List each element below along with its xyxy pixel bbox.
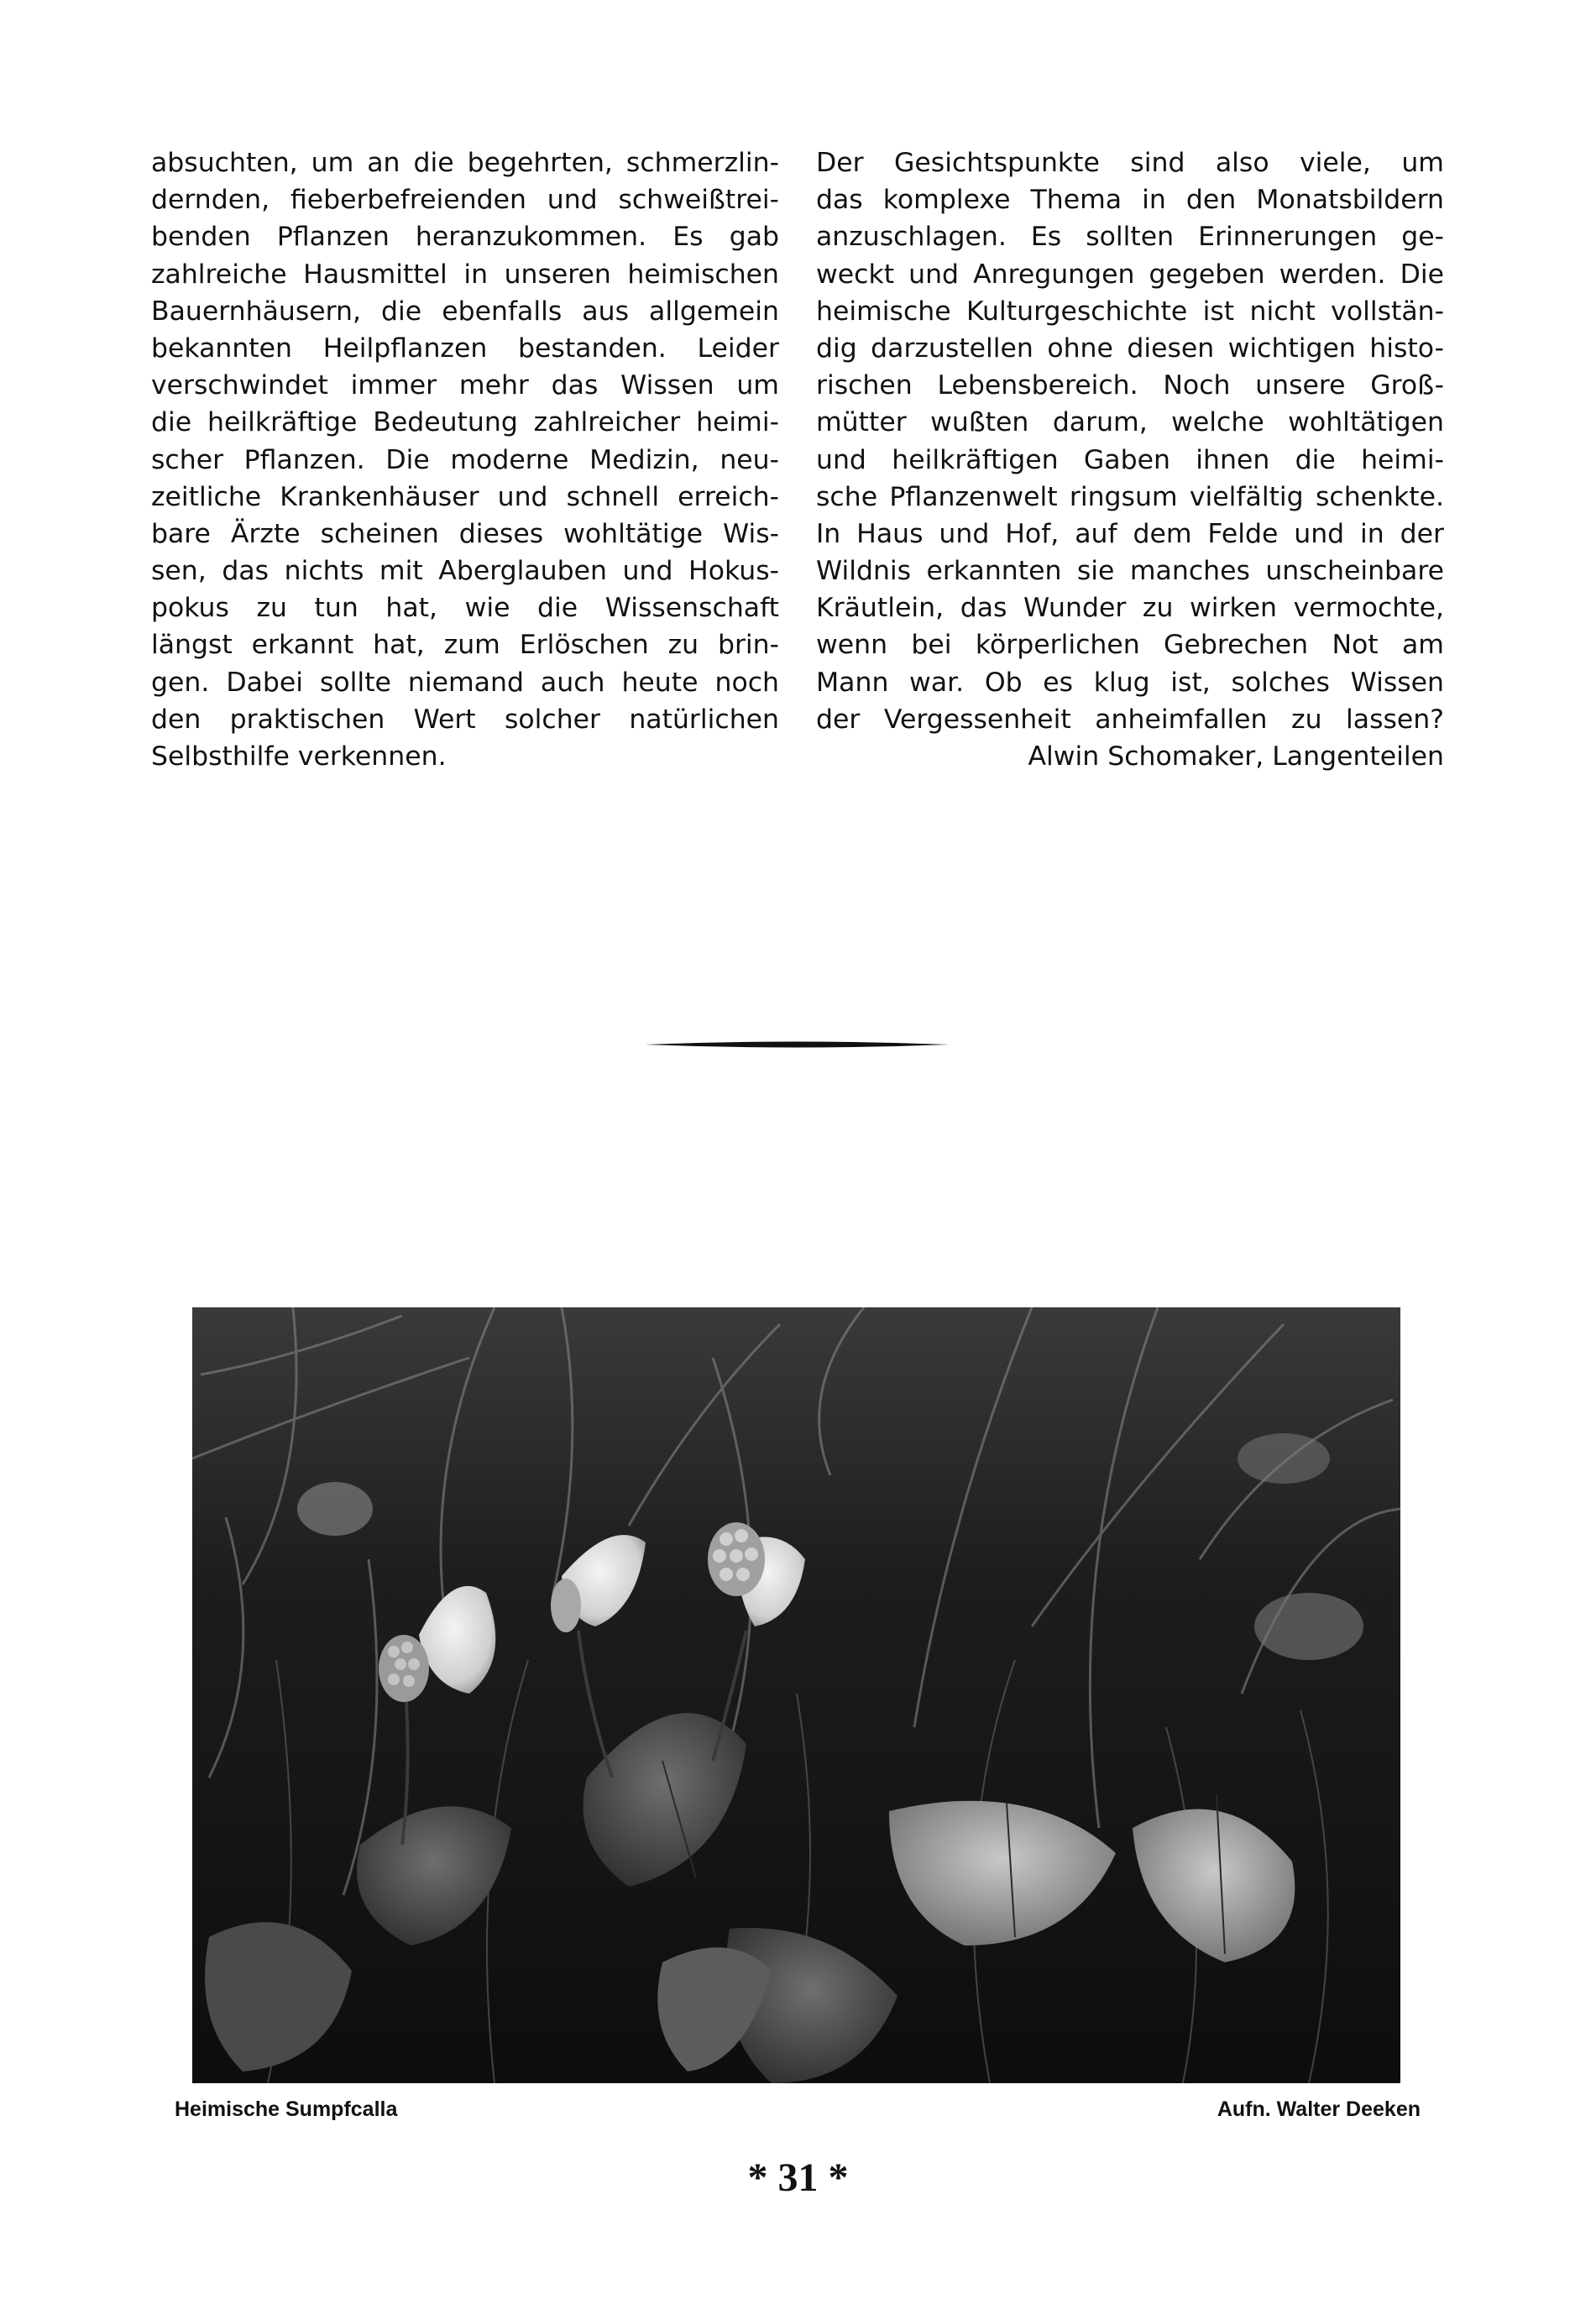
text-line: anzuschlagen. Es sollten Erinnerungen ge- bbox=[816, 222, 1444, 253]
section-divider bbox=[645, 1040, 949, 1049]
text-line: dernden, fieberbefreienden und schweißtrei- bbox=[151, 185, 779, 216]
text-line: weckt und Anregungen gegeben werden. Die bbox=[816, 259, 1444, 290]
text-line: mütter wußten darum, welche wohltätigen bbox=[816, 407, 1444, 438]
article-left-column bbox=[151, 144, 779, 775]
text-line: bekannten Heilpflanzen bestanden. Leider bbox=[151, 333, 779, 364]
photo-credit: Aufn. Walter Deeken bbox=[1217, 2097, 1421, 2121]
text-line: das komplexe Thema in den Monatsbildern bbox=[816, 185, 1444, 216]
text-line: sche Pflanzenwelt ringsum vielfältig schenkte. bbox=[816, 481, 1444, 512]
text-line: den praktischen Wert solcher natürlichen bbox=[151, 704, 779, 735]
text-line: zeitliche Krankenhäuser und schnell erreich- bbox=[151, 481, 779, 512]
text-line: pokus zu tun hat, wie die Wissenschaft bbox=[151, 593, 779, 624]
text-line: verschwindet immer mehr das Wissen um bbox=[151, 370, 779, 401]
article-right-column bbox=[816, 144, 1444, 775]
text-line: Bauernhäusern, die ebenfalls aus allgemein bbox=[151, 296, 779, 327]
text-line: sen, das nichts mit Aberglauben und Hokus- bbox=[151, 556, 779, 587]
text-line: Kräutlein, das Wunder zu wirken vermochte, bbox=[816, 593, 1444, 624]
page-number: * 31 * bbox=[747, 2155, 849, 2200]
article-author: Alwin Schomaker, Langenteilen bbox=[1028, 741, 1444, 772]
text-line: absuchten, um an die begehrten, schmerzlin- bbox=[151, 148, 779, 178]
text-line: der Vergessenheit anheimfallen zu lassen? bbox=[816, 704, 1444, 735]
photo-marsh-calla bbox=[192, 1307, 1400, 2083]
text-line: heimische Kulturgeschichte ist nicht vollstän- bbox=[816, 296, 1444, 327]
photo-caption: Heimische Sumpfcalla bbox=[175, 2097, 398, 2121]
text-line: scher Pflanzen. Die moderne Medizin, neu- bbox=[151, 444, 779, 475]
text-line: Selbsthilfe verkennen. bbox=[151, 741, 447, 772]
text-line: längst erkannt hat, zum Erlöschen zu brin- bbox=[151, 630, 779, 661]
text-line: und heilkräftigen Gaben ihnen die heimi- bbox=[816, 444, 1444, 475]
text-line: die heilkräftige Bedeutung zahlreicher heimi- bbox=[151, 407, 779, 438]
text-line: gen. Dabei sollte niemand auch heute noch bbox=[151, 667, 779, 698]
text-line: bare Ärzte scheinen dieses wohltätige Wis- bbox=[151, 518, 779, 549]
text-line: wenn bei körperlichen Gebrechen Not am bbox=[816, 630, 1444, 661]
text-line: Mann war. Ob es klug ist, solches Wissen bbox=[816, 667, 1444, 698]
text-line: zahlreiche Hausmittel in unseren heimischen bbox=[151, 259, 779, 290]
text-line: Wildnis erkannten sie manches unscheinbare bbox=[816, 556, 1444, 587]
text-line: dig darzustellen ohne diesen wichtigen histo- bbox=[816, 333, 1444, 364]
text-line: In Haus und Hof, auf dem Felde und in der bbox=[816, 518, 1444, 549]
text-line: rischen Lebensbereich. Noch unsere Groß- bbox=[816, 370, 1444, 401]
photo-illustration bbox=[192, 1307, 1400, 2083]
text-line: Der Gesichtspunkte sind also viele, um bbox=[816, 148, 1444, 178]
text-line: benden Pflanzen heranzukommen. Es gab bbox=[151, 222, 779, 253]
